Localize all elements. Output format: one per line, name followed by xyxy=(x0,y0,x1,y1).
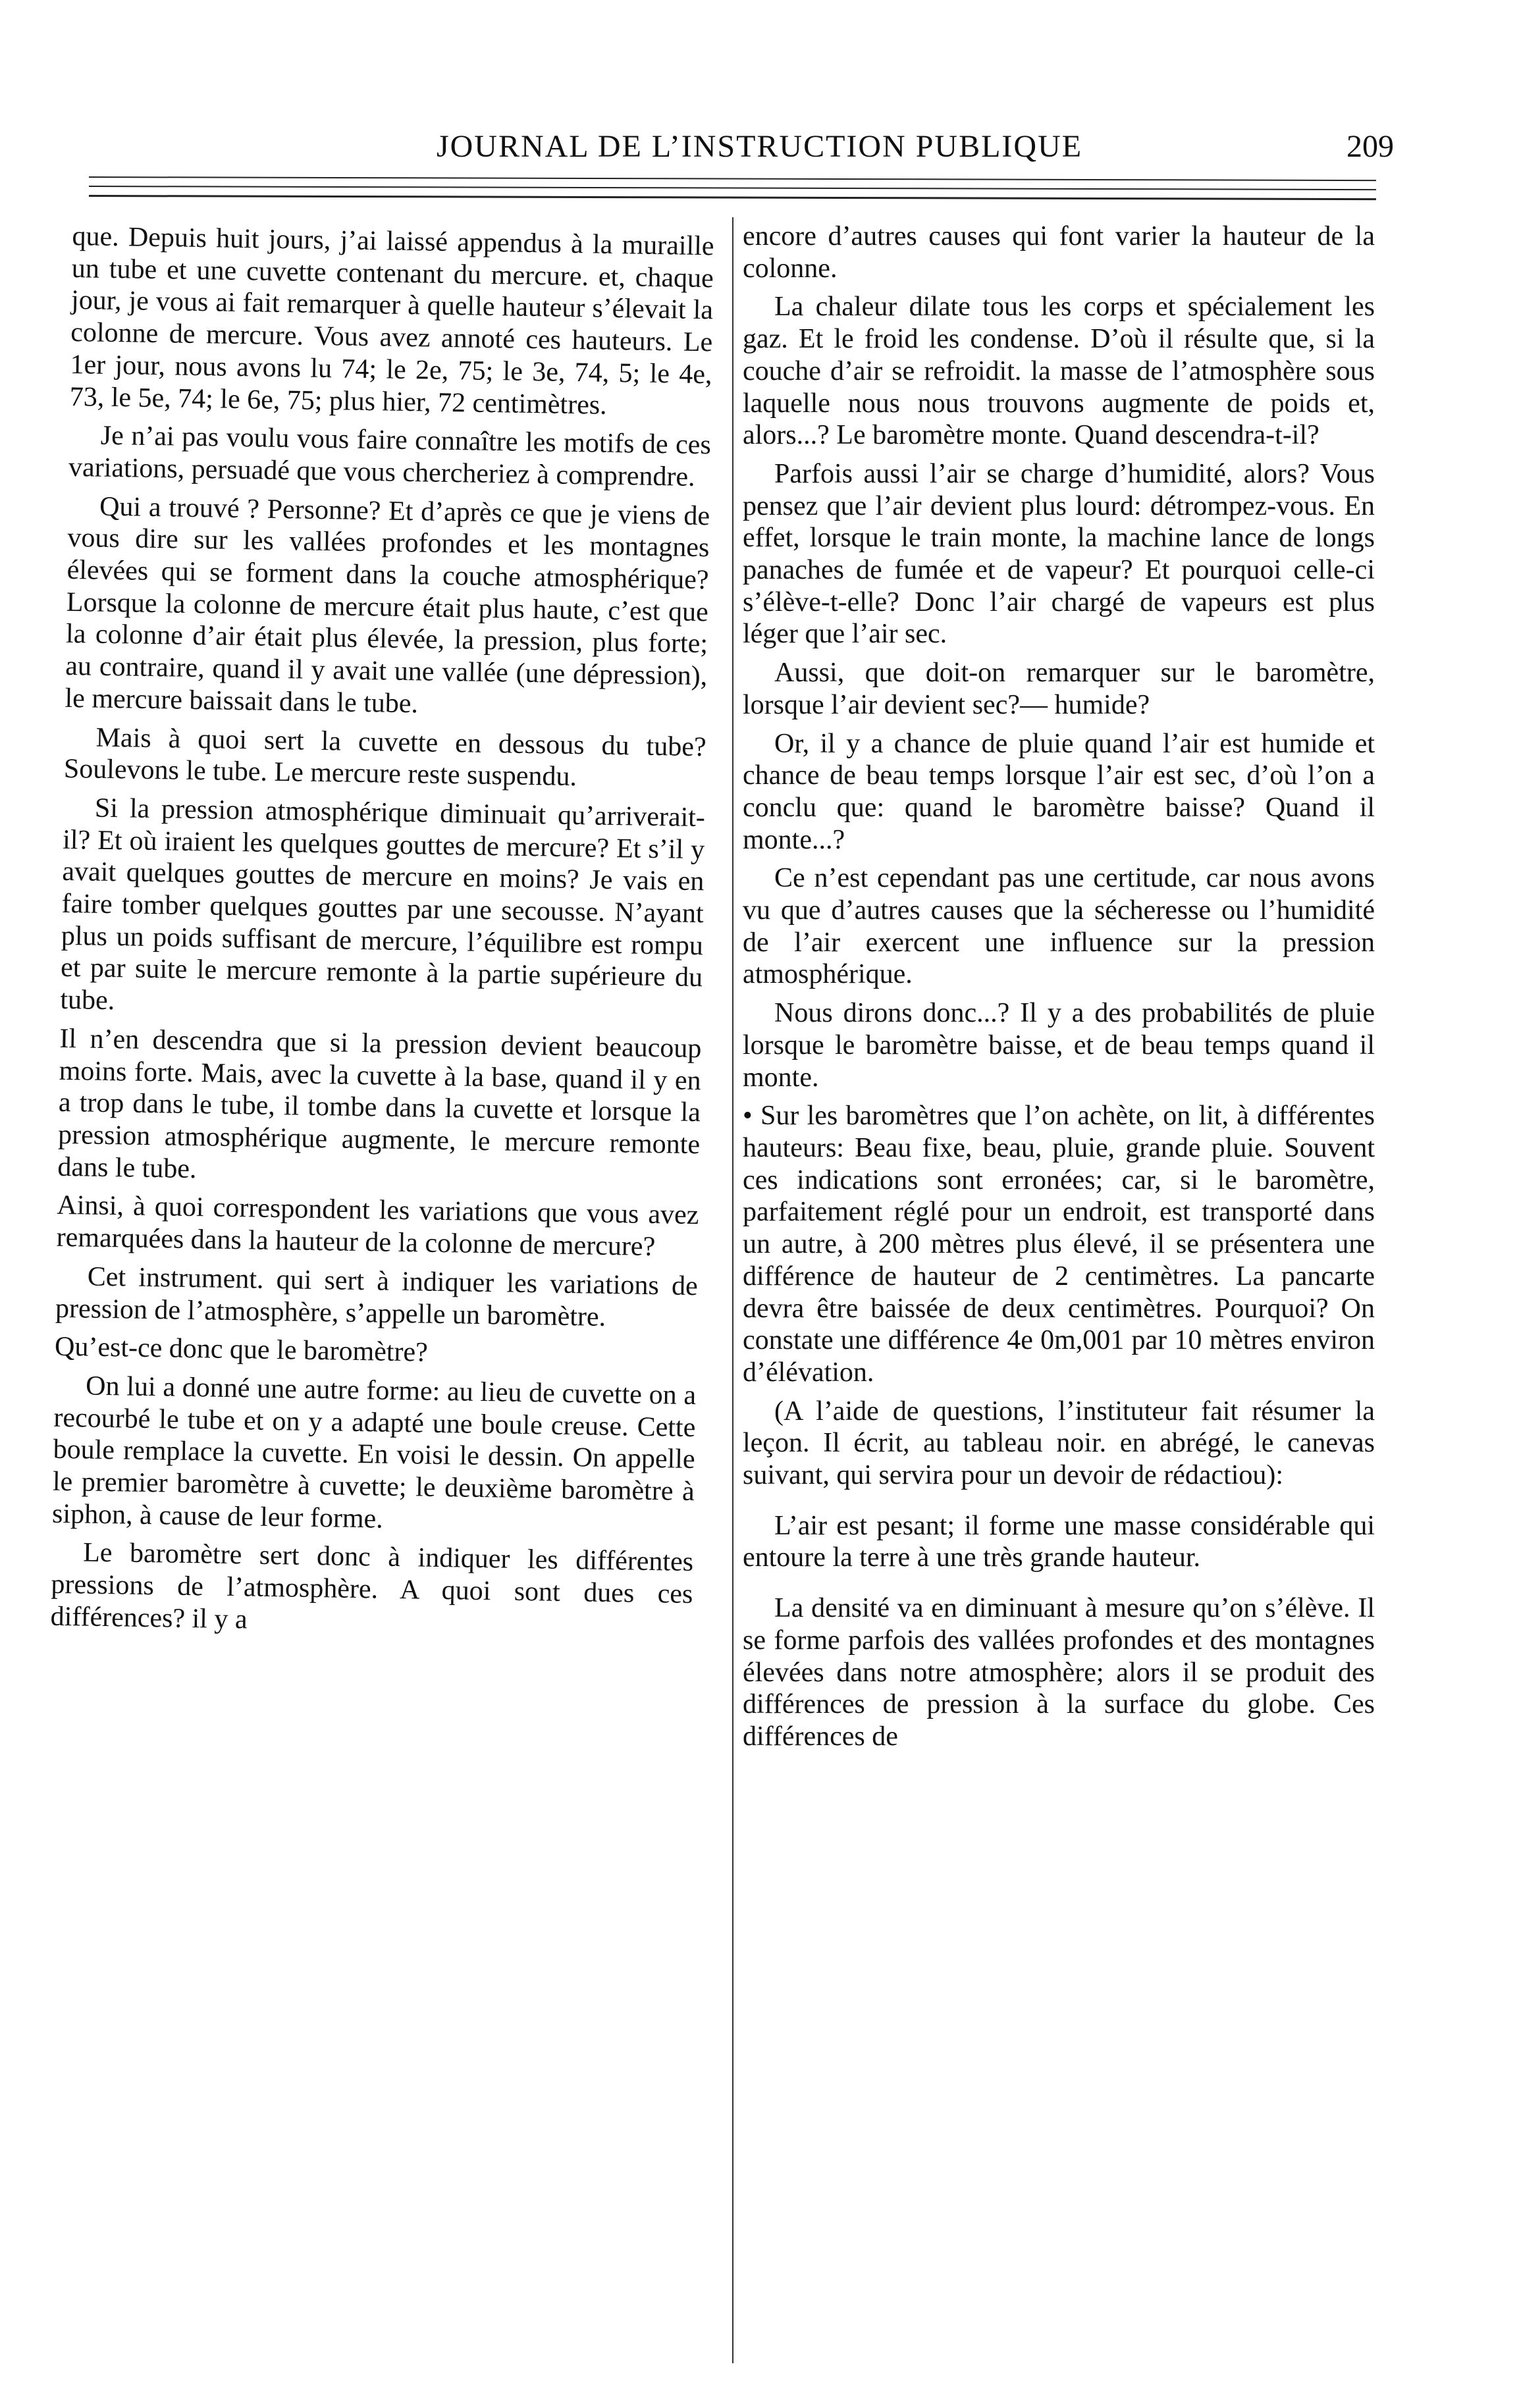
header-rule-thin xyxy=(89,176,1376,181)
paragraph: (A l’aide de questions, l’instituteur fait résumer la leçon. Il écrit, au tableau noir. en abrégé, le canevas suivant, qui servira pour un devoir de rédactiou): xyxy=(743,1396,1375,1491)
paragraph: que. Depuis huit jours, j’ai laissé appendus à la muraille un tube et une cuvette contenant du mercure. et, chaque jour, je vous ai fait remarquer à quelle hauteur s’élevait la colonne de mercure. Vous avez annoté ces hauteurs. Le 1er jour, nous avons lu 74; le 2e, 75; le 3e, 74, 5; le 4e, 73, le 5e, 74; le 6e, 75; plus hier, 72 centimètres. xyxy=(69,221,714,421)
paragraph: Le baromètre sert donc à indiquer les différentes pressions de l’atmosphère. A quoi sont dues ces différences? il y a xyxy=(50,1537,694,1635)
paragraph: Nous dirons donc...? Il y a des probabilités de pluie lorsque le baromètre baisse, et de beau temps quand il monte. xyxy=(743,998,1375,1093)
header-rule-thin xyxy=(89,186,1376,190)
paragraph: Mais à quoi sert la cuvette en dessous du tube? Soulevons le tube. Le mercure reste suspendu. xyxy=(63,722,706,793)
header-rule-thick xyxy=(89,195,1376,200)
paragraph: Qu’est-ce donc que le baromètre? xyxy=(54,1331,429,1368)
paragraph: • Sur les baromètres que l’on achète, on lit, à différentes hauteurs: Beau fixe, beau, pluie, grande pluie. Souvent ces indications sont erronées; car, si le baromètre, parfaitement réglé pour un endroit, est transporté dans un autre, à 200 mètres plus élevé, il se présentera une différence de hauteur de 2 centimètres. La pancarte devra être baissée de deux centimètres. Pourquoi? On constate une différence 4e 0m,001 par 10 mètres environ d’élévation. xyxy=(743,1101,1375,1388)
paragraph: Parfois aussi l’air se charge d’humidité, alors? Vous pensez que l’air devient plus lourd: détrompez-vous. En effet, lorsque le train monte, la machine lance de longs panaches de fumée et de vapeur? Et pourquoi celle-ci s’élève-t-elle? Donc l’air chargé de vapeurs est plus léger que l’air sec. xyxy=(743,458,1375,650)
paragraph: Aussi, que doit-on remarquer sur le baromètre, lorsque l’air devient sec?— humide? xyxy=(743,658,1375,720)
paragraph: Il n’en descendra que si la pression devient beaucoup moins forte. Mais, avec la cuvette à la base, quand il y en a trop dans le tube, il tombe dans la cuvette et lorsque la pression atmosphérique augmente, le mercure remonte dans le tube. xyxy=(57,1023,702,1184)
paragraph: Si la pression atmosphérique diminuait qu’arriverait-il? Et où iraient les quelques gouttes de mercure? Et s’il y avait quelques gouttes de mercure en moins? Je vais en faire tomber quelques gouttes par une secousse. N’ayant plus un poids suffisant de mercure, l’équilibre est rompu et par suite le mercure remonte à la partie supérieure du tube. xyxy=(60,793,706,1016)
running-title: JOURNAL DE L’INSTRUCTION PUBLIQUE xyxy=(436,129,1083,164)
paragraph: encore d’autres causes qui font varier la hauteur de la colonne. xyxy=(743,221,1375,284)
page-number: 209 xyxy=(1346,129,1394,164)
paragraph: Or, il y a chance de pluie quand l’air est humide et chance de beau temps lorsque l’air est sec, d’où l’on a conclu que: quand le baromètre baisse? Quand il monte...? xyxy=(743,728,1375,855)
paragraph: On lui a donné une autre forme: au lieu de cuvette on a recourbé le tube et on y a adapté une boule creuse. Cette boule remplace la cuvette. En voisi le dessin. On appelle le premier baromètre à cuvette; le deuxième baromètre à siphon, à cause de leur forme. xyxy=(51,1371,697,1534)
paragraph: Cet instrument. qui sert à indiquer les variations de pression de l’atmosphère, s’appelle un baromètre. xyxy=(55,1261,699,1332)
left-column xyxy=(50,221,714,1650)
paragraph: Je n’ai pas voulu vous faire connaître les motifs de ces variations, persuadé que vous chercheriez à comprendre. xyxy=(68,420,712,492)
column-divider xyxy=(732,217,733,2363)
right-column xyxy=(743,221,1375,1760)
paragraph: L’air est pesant; il forme une masse considérable qui entoure la terre à une très grande hauteur. xyxy=(743,1510,1375,1573)
paragraph: Ce n’est cependant pas une certitude, car nous avons vu que d’autres causes que la sécheresse ou l’humidité de l’air exercent une influence sur la pression atmosphérique. xyxy=(743,863,1375,990)
paragraph: La chaleur dilate tous les corps et spécialement les gaz. Et le froid les condense. D’où il résulte que, si la couche d’air se refroidit. la masse de l’atmosphère sous laquelle nous nous trouvons augmente de poids et, alors...? Le baromètre monte. Quand descendra-t-il? xyxy=(743,292,1375,451)
paragraph: La densité va en diminuant à mesure qu’on s’élève. Il se forme parfois des vallées profondes et des montagnes élevées dans notre atmosphère; alors il se produit des différences de pression à la surface du globe. Ces différences de xyxy=(743,1593,1375,1752)
paragraph: Ainsi, à quoi correspondent les variations que vous avez remarquées dans la hauteur de la colonne de mercure? xyxy=(56,1190,699,1263)
paragraph: Qui a trouvé ? Personne? Et d’après ce que je viens de vous dire sur les vallées profondes et les montagnes élevées qui se forment dans la couche atmosphérique? Lorsque la colonne de mercure était plus haute, c’est que la colonne d’air était plus élevée, la pression, plus forte; au contraire, quand il y avait une vallée (une dépression), le mercure baissait dans le tube. xyxy=(65,491,710,720)
